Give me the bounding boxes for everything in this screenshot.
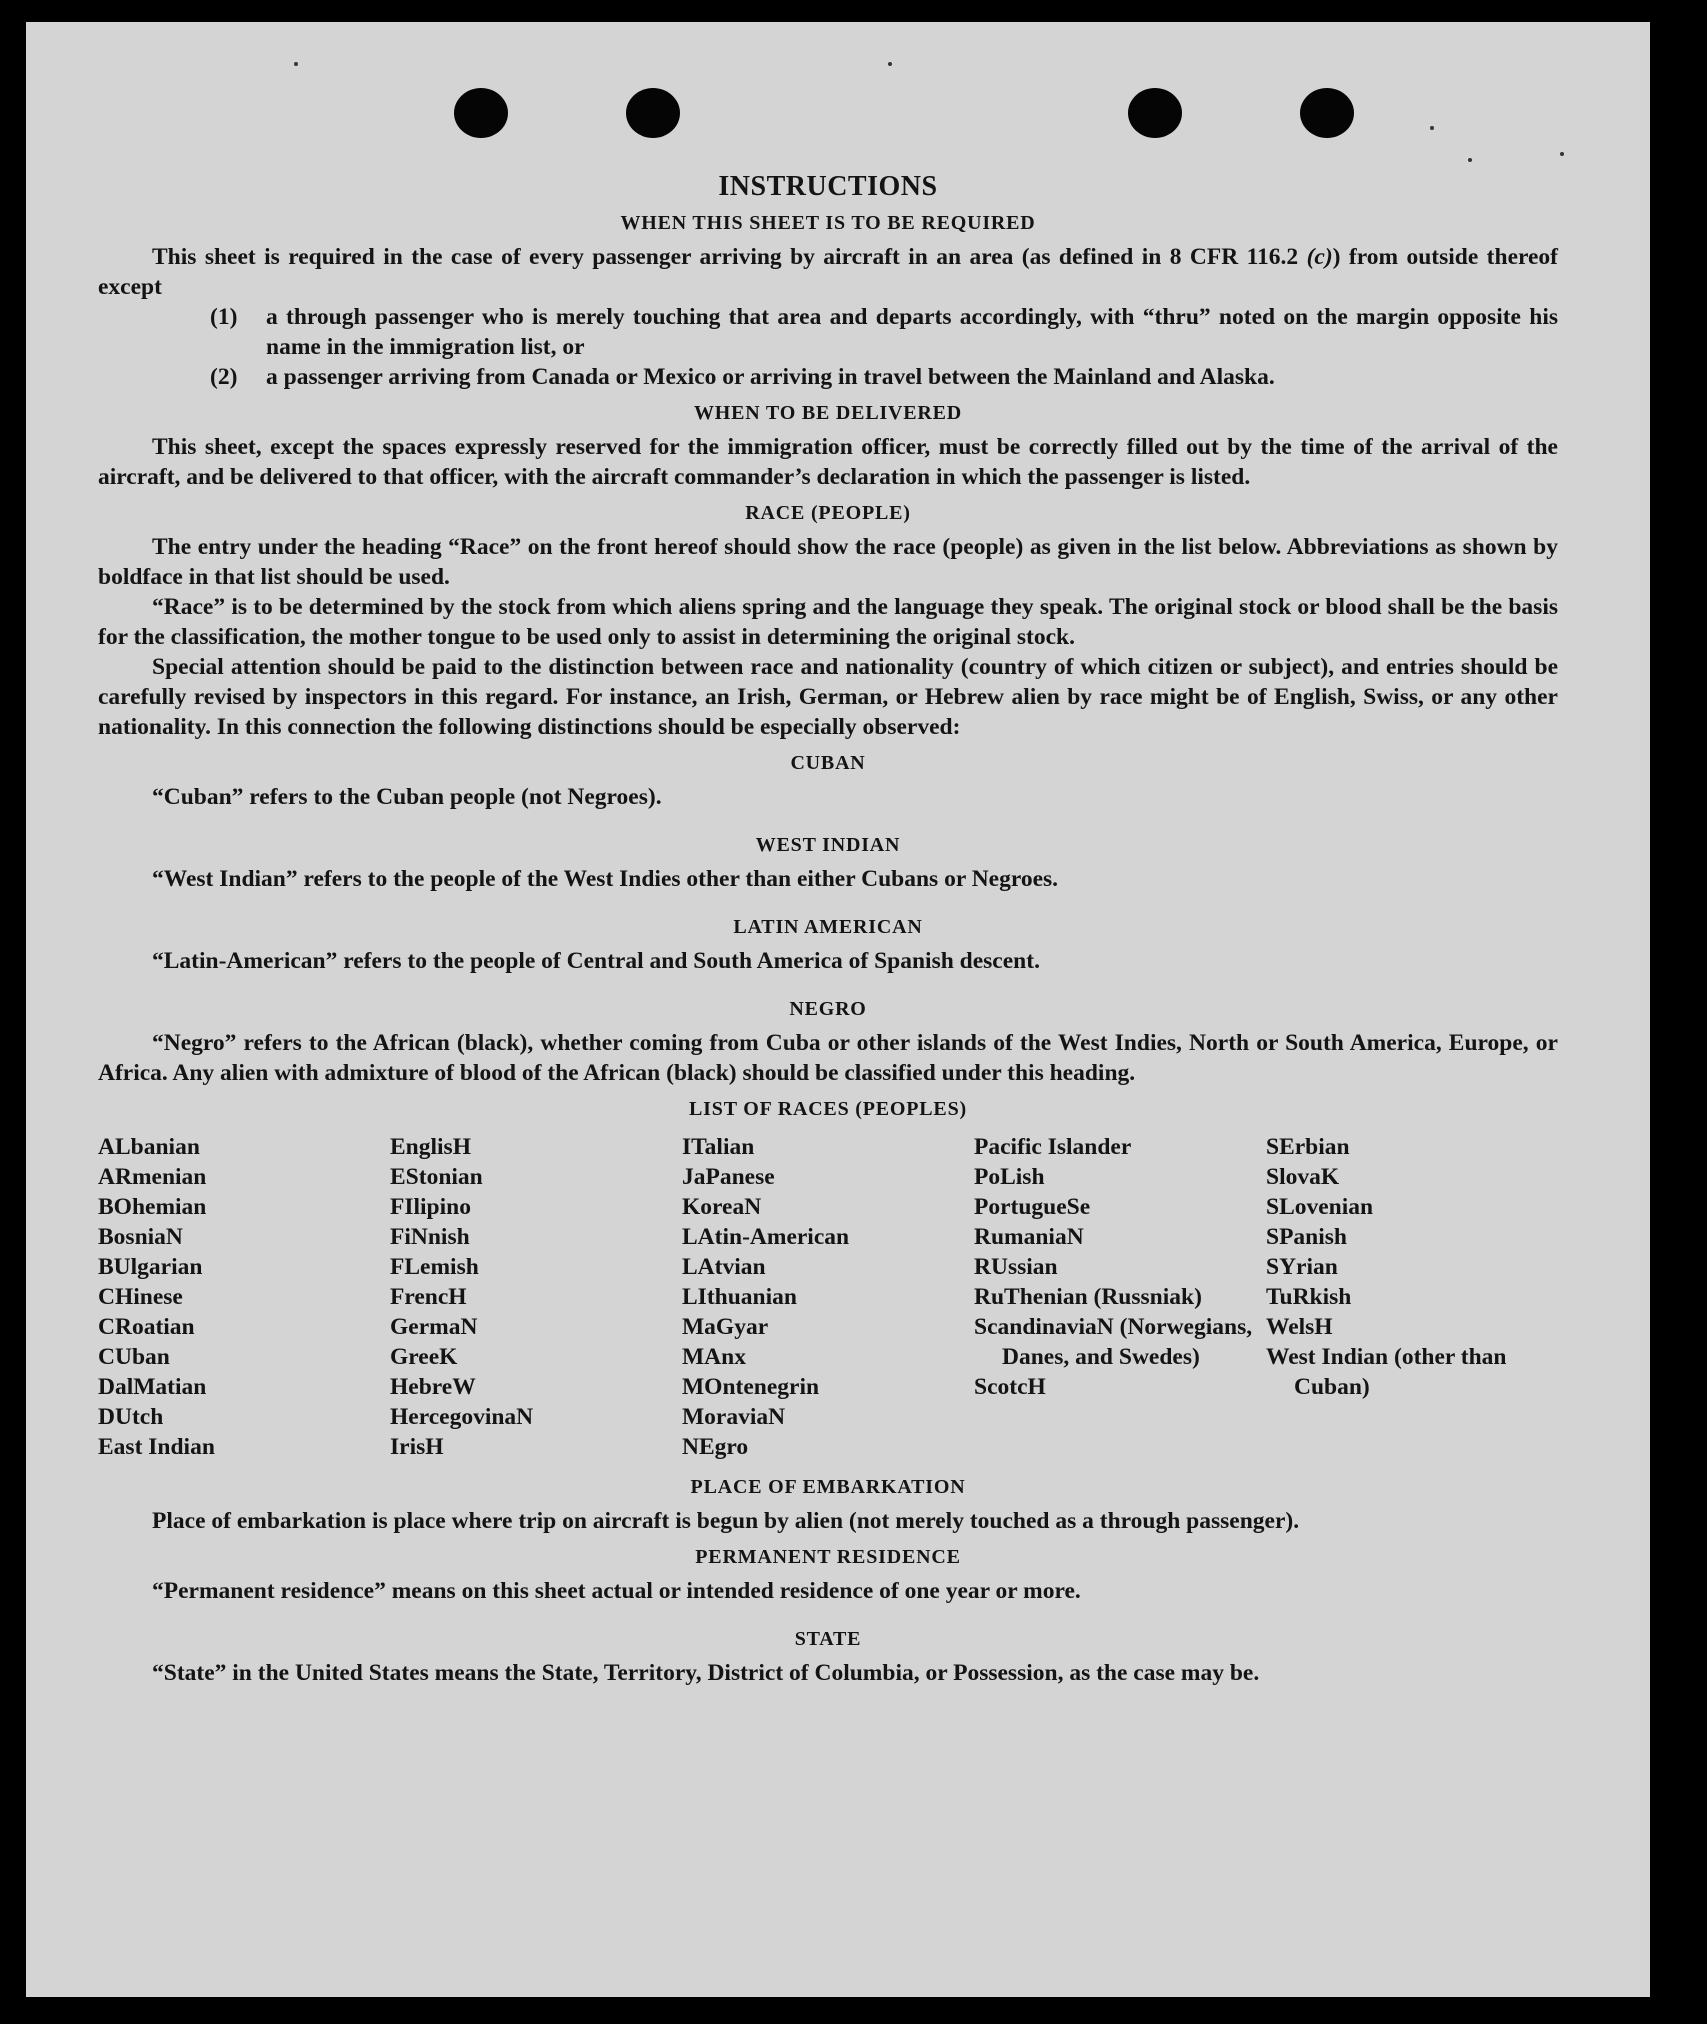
races-column-1 — [98, 1132, 390, 1462]
punch-hole-2 — [626, 88, 680, 138]
race-entry: EStonian — [390, 1164, 483, 1190]
race-entry: GreeK — [390, 1344, 458, 1370]
race-entry: BosniaN — [98, 1224, 183, 1250]
races-column-2 — [390, 1132, 682, 1462]
scan-speck — [294, 62, 298, 66]
race-entry: ScandinaviaN (Norwegians, Danes, and Swedes) — [974, 1314, 1253, 1370]
race-entry: ALbanian — [98, 1134, 200, 1160]
races-list — [98, 1132, 1558, 1462]
race-entry: HercegovinaN — [390, 1404, 534, 1430]
race-entry: ARmenian — [98, 1164, 207, 1190]
race-entry: MAnx — [682, 1344, 746, 1370]
heading-latin-american: LATIN AMERICAN — [733, 916, 923, 938]
item-text: a passenger arriving from Canada or Mexico or arriving in travel between the Mainland and Alaska. — [266, 364, 1275, 390]
race-entry: DalMatian — [98, 1374, 207, 1400]
races-column-5 — [1266, 1132, 1558, 1462]
residence-text: “Permanent residence” means on this sheet actual or intended residence of one year or more. — [152, 1578, 1081, 1604]
race-entry: ScotcH — [974, 1374, 1046, 1400]
race-entry: EnglisH — [390, 1134, 471, 1160]
heading-negro: NEGRO — [789, 998, 867, 1020]
item-number: (1) — [210, 304, 238, 330]
list-item — [210, 362, 1558, 392]
heading-cuban: CUBAN — [790, 752, 866, 774]
race-entry: FLemish — [390, 1254, 479, 1280]
instructions-body — [98, 150, 1558, 1688]
heading-when-delivered: WHEN TO BE DELIVERED — [693, 402, 963, 424]
punch-hole-3 — [1128, 88, 1182, 138]
heading-permanent-residence: PERMANENT RESIDENCE — [695, 1546, 961, 1568]
item-number: (2) — [210, 364, 238, 390]
race-entry: FIlipino — [390, 1194, 471, 1220]
when-required-intro: This sheet is required in the case of every passenger arriving by aircraft in an area (as defined in 8 CFR 116.2 (c)) from outside thereof except — [98, 244, 1559, 300]
race-entry: TuRkish — [1266, 1284, 1352, 1310]
race-entry: MaGyar — [682, 1314, 769, 1340]
document-page — [26, 22, 1650, 1997]
race-entry: SErbian — [1266, 1134, 1350, 1160]
race-entry: BUlgarian — [98, 1254, 203, 1280]
race-entry: PoLish — [974, 1164, 1045, 1190]
scan-speck — [888, 62, 892, 66]
race-entry: LAtvian — [682, 1254, 766, 1280]
punch-hole-1 — [454, 88, 508, 138]
heading-west-indian: WEST INDIAN — [755, 834, 901, 856]
race-entry: HebreW — [390, 1374, 476, 1400]
list-item — [210, 302, 1558, 362]
cuban-text: “Cuban” refers to the Cuban people (not Negroes). — [152, 784, 662, 810]
race-entry: SYrian — [1266, 1254, 1338, 1280]
race-entry: IrisH — [390, 1434, 444, 1460]
race-paragraph-2: “Race” is to be determined by the stock from which aliens spring and the language they speak. The original stock or blood shall be the basis for the classification, the mother tongue to be used only to assist in determining the original stock. — [98, 594, 1558, 650]
race-entry: FiNnish — [390, 1224, 470, 1250]
heading-list-of-races: LIST OF RACES (PEOPLES) — [689, 1098, 967, 1120]
when-delivered-text: This sheet, except the spaces expressly reserved for the immigration officer, must be correctly filled out by the time of the arrival of the aircraft, and be delivered to that officer, with the aircraft commander’s declaration in which the passenger is listed. — [98, 434, 1558, 490]
race-entry: NEgro — [682, 1434, 749, 1460]
race-entry: West Indian (other than Cuban) — [1266, 1344, 1507, 1400]
races-column-3 — [682, 1132, 974, 1462]
race-entry: BOhemian — [98, 1194, 207, 1220]
race-entry: Pacific Islander — [974, 1134, 1132, 1160]
latin-american-text: “Latin-American” refers to the people of Central and South America of Spanish descent. — [152, 948, 1040, 974]
race-entry: RumaniaN — [974, 1224, 1084, 1250]
race-entry: GermaN — [390, 1314, 478, 1340]
race-entry: LIthuanian — [682, 1284, 797, 1310]
race-entry: MoraviaN — [682, 1404, 786, 1430]
embarkation-text: Place of embarkation is place where trip on aircraft is begun by alien (not merely touched as a through passenger). — [152, 1508, 1300, 1534]
heading-race: RACE (PEOPLE) — [745, 502, 911, 524]
race-entry: DUtch — [98, 1404, 164, 1430]
item-text: a through passenger who is merely touching that area and departs accordingly, with “thru” noted on the margin opposite his name in the immigration list, or — [266, 304, 1558, 360]
west-indian-text: “West Indian” refers to the people of the West Indies other than either Cubans or Negroes. — [152, 866, 1059, 892]
race-entry: RUssian — [974, 1254, 1058, 1280]
heading-when-required: WHEN THIS SHEET IS TO BE REQUIRED — [620, 212, 1036, 234]
scan-speck — [1560, 152, 1564, 156]
race-entry: LAtin-American — [682, 1224, 850, 1250]
race-entry: JaPanese — [682, 1164, 775, 1190]
race-paragraph-3: Special attention should be paid to the distinction between race and nationality (country of which citizen or subject), and entries should be carefully revised by inspectors in this regard. For instance, an Irish, German, or Hebrew alien by race might be of English, Swiss, or any other nationality. In this connection the following distinctions should be especially observed: — [98, 654, 1558, 740]
race-entry: PortugueSe — [974, 1194, 1091, 1220]
heading-state: STATE — [794, 1628, 862, 1650]
scan-speck — [1430, 126, 1434, 130]
race-entry: CUban — [98, 1344, 170, 1370]
race-entry: CHinese — [98, 1284, 183, 1310]
punch-hole-4 — [1300, 88, 1354, 138]
race-entry: RuThenian (Russniak) — [974, 1284, 1202, 1310]
race-entry: FrencH — [390, 1284, 467, 1310]
race-entry: SlovaK — [1266, 1164, 1340, 1190]
races-column-4 — [974, 1132, 1266, 1462]
race-paragraph-1: The entry under the heading “Race” on the front hereof should show the race (people) as given in the list below. Abbreviations as shown by boldface in that list should be used. — [98, 534, 1558, 590]
page-title: INSTRUCTIONS — [718, 171, 938, 202]
race-entry: WelsH — [1266, 1314, 1333, 1340]
negro-text: “Negro” refers to the African (black), whether coming from Cuba or other islands of the West Indies, North or South America, Europe, or Africa. Any alien with admixture of blood of the African (black) should be classified under this heading. — [98, 1030, 1558, 1086]
state-text: “State” in the United States means the State, Territory, District of Columbia, or Possession, as the case may be. — [152, 1660, 1260, 1686]
race-entry: MOntenegrin — [682, 1374, 820, 1400]
race-entry: KoreaN — [682, 1194, 762, 1220]
race-entry: East Indian — [98, 1434, 215, 1460]
race-entry: CRoatian — [98, 1314, 195, 1340]
race-entry: SPanish — [1266, 1224, 1347, 1250]
race-entry: SLovenian — [1266, 1194, 1374, 1220]
heading-embarkation: PLACE OF EMBARKATION — [690, 1476, 966, 1498]
race-entry: ITalian — [682, 1134, 755, 1160]
